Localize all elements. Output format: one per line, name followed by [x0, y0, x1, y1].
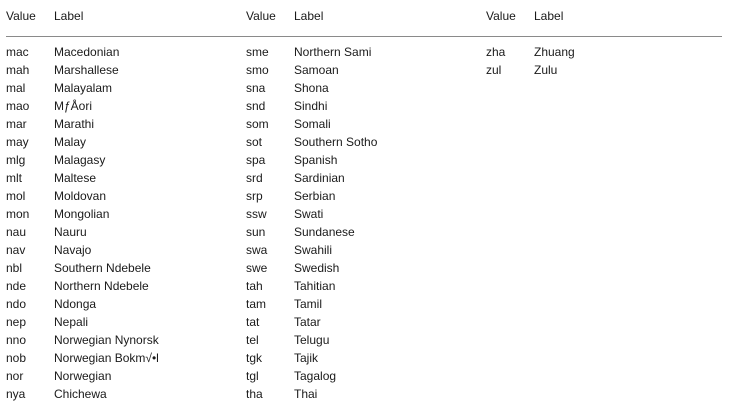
language-name: Malay [54, 135, 87, 149]
language-name: Marathi [54, 117, 95, 131]
language-code: tah [246, 279, 263, 293]
language-code: mac [6, 45, 29, 59]
language-name: Mongolian [54, 207, 110, 221]
language-name: Tatar [294, 315, 321, 329]
language-code: smo [246, 63, 269, 77]
language-name: Swati [294, 207, 324, 221]
language-name: Northern Ndebele [54, 279, 149, 293]
language-code: nau [6, 225, 27, 239]
language-code: nob [6, 351, 27, 365]
language-code: sna [246, 81, 266, 95]
language-name: Thai [294, 387, 318, 401]
language-name: Nauru [54, 225, 87, 239]
language-code: mar [6, 117, 27, 131]
language-code: tam [246, 297, 267, 311]
language-name: Tahitian [294, 279, 336, 293]
language-name: Shona [294, 81, 329, 95]
value-header: Value [486, 9, 516, 23]
language-code: som [246, 117, 269, 131]
language-code: srp [246, 189, 263, 203]
language-code: sun [246, 225, 266, 239]
language-name: Tagalog [294, 369, 337, 383]
label-header: Label [54, 9, 84, 23]
header-divider [6, 36, 722, 37]
language-name: Malagasy [54, 153, 106, 167]
language-name: Somali [294, 117, 331, 131]
language-name: Tamil [294, 297, 323, 311]
language-name: Sindhi [294, 99, 328, 113]
language-code: mlt [6, 171, 22, 185]
language-code: snd [246, 99, 266, 113]
language-name: Zhuang [534, 45, 575, 59]
language-name: Navajo [54, 243, 92, 257]
language-name: Tajik [294, 351, 319, 365]
language-code: nde [6, 279, 27, 293]
language-name: Chichewa [54, 387, 107, 401]
language-name: Swedish [294, 261, 340, 275]
language-code: nor [6, 369, 24, 383]
language-code: mol [6, 189, 26, 203]
language-code: ndo [6, 297, 27, 311]
language-code: nno [6, 333, 27, 347]
language-name: Northern Sami [294, 45, 372, 59]
language-name: Southern Sotho [294, 135, 378, 149]
language-code: mah [6, 63, 30, 77]
language-code: nya [6, 387, 26, 401]
language-name: MƒÅori [54, 99, 93, 113]
language-code: mon [6, 207, 30, 221]
language-code: nep [6, 315, 27, 329]
language-name: Macedonian [54, 45, 120, 59]
language-code: zul [486, 63, 502, 77]
language-name: Nepali [54, 315, 89, 329]
language-code: tel [246, 333, 259, 347]
language-code: swa [246, 243, 268, 257]
value-header: Value [6, 9, 36, 23]
language-code: zha [486, 45, 506, 59]
language-code: tgl [246, 369, 259, 383]
language-code: spa [246, 153, 266, 167]
language-name: Southern Ndebele [54, 261, 151, 275]
value-header: Value [246, 9, 276, 23]
language-code: may [6, 135, 29, 149]
language-name: Moldovan [54, 189, 107, 203]
language-code: nbl [6, 261, 23, 275]
language-name: Spanish [294, 153, 338, 167]
language-code: ssw [246, 207, 267, 221]
language-name: Samoan [294, 63, 339, 77]
label-header: Label [294, 9, 324, 23]
language-code: tgk [246, 351, 263, 365]
language-name: Norwegian Nynorsk [54, 333, 159, 347]
language-code: nav [6, 243, 26, 257]
language-name: Maltese [54, 171, 97, 185]
language-name: Serbian [294, 189, 336, 203]
language-name: Marshallese [54, 63, 119, 77]
language-code: srd [246, 171, 263, 185]
language-code: mao [6, 99, 30, 113]
language-name: Ndonga [54, 297, 97, 311]
language-code: tha [246, 387, 263, 401]
language-name: Telugu [294, 333, 330, 347]
language-code: mlg [6, 153, 26, 167]
language-name: Sardinian [294, 171, 345, 185]
language-code: tat [246, 315, 260, 329]
language-code: sme [246, 45, 269, 59]
language-code: swe [246, 261, 268, 275]
language-name: Zulu [534, 63, 558, 77]
language-code: mal [6, 81, 26, 95]
label-header: Label [534, 9, 564, 23]
language-name: Sundanese [294, 225, 355, 239]
language-name: Norwegian Bokm√•l [54, 351, 159, 365]
language-code: sot [246, 135, 263, 149]
language-name: Malayalam [54, 81, 113, 95]
language-name: Norwegian [54, 369, 112, 383]
language-name: Swahili [294, 243, 333, 257]
